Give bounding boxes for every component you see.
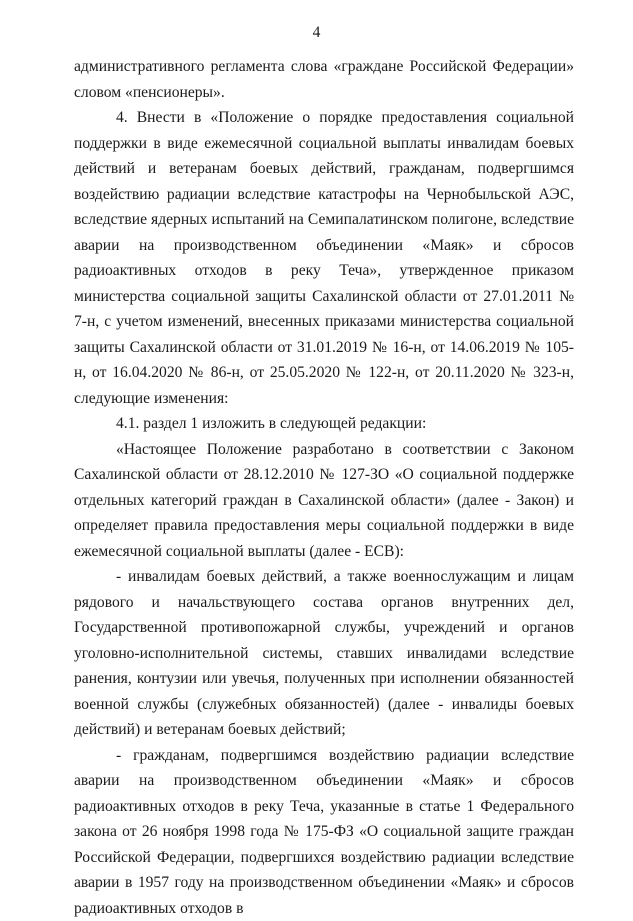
paragraph-item-4: 4. Внести в «Положение о порядке предоставления социальной поддержки в виде ежемесячной социальной выплаты инвалидам боевых действий и ветеранам боевых действий, гражданам, подвергшимся воздействию радиации вследствие катастрофы на Чернобыльской АЭС, вследствие ядерных испытаний на Семипалатинском полигоне, вследствие аварии на производственном объединении «Маяк» и сбросов радиоактивных отходов в реку Теча», утвержденное приказом министерства социальной защиты Сахалинской области от 27.01.2011 № 7-н, с учетом изменений, внесенных приказами министерства социальной защиты Сахалинской области от 31.01.2019 № 16-н, от 14.06.2019 № 105-н, от 16.04.2020 № 86-н, от 25.05.2020 № 122-н, от 20.11.2020 № 323-н, следующие изменения:: [74, 105, 574, 411]
paragraph-regulation-wording: административного регламента слова «граждане Российской Федерации» словом «пенсионеры».: [74, 54, 574, 105]
list-item-combat-disabled: - инвалидам боевых действий, а также военнослужащим и лицам рядового и начальствующего состава органов внутренних дел, Государственной противопожарной службы, учреждений и органов уголовно-исполнительной системы, ставших инвалидами вследствие ранения, контузии или увечья, полученных при исполнении обязанностей военной службы (служебных обязанностей) (далее - инвалиды боевых действий) и ветеранам боевых действий;: [74, 564, 574, 743]
page-number: 4: [0, 24, 633, 42]
document-body: [74, 54, 574, 921]
paragraph-item-4-1: 4.1. раздел 1 изложить в следующей редакции:: [74, 411, 574, 437]
list-item-mayak-citizens: - гражданам, подвергшимся воздействию радиации вследствие аварии на производственном объединении «Маяк» и сбросов радиоактивных отходов в реку Теча, указанные в статье 1 Федерального закона от 26 ноября 1998 года № 175-ФЗ «О социальной защите граждан Российской Федерации, подвергшихся воздействию радиации вследствие аварии в 1957 году на производственном объединении «Маяк» и сбросов радиоактивных отходов в: [74, 743, 574, 921]
paragraph-regulation-scope: «Настоящее Положение разработано в соответствии с Законом Сахалинской области от 28.12.2010 № 127-ЗО «О социальной поддержке отдельных категорий граждан в Сахалинской области» (далее - Закон) и определяет правила предоставления меры социальной поддержки в виде ежемесячной социальной выплаты (далее - ЕСВ):: [74, 437, 574, 565]
